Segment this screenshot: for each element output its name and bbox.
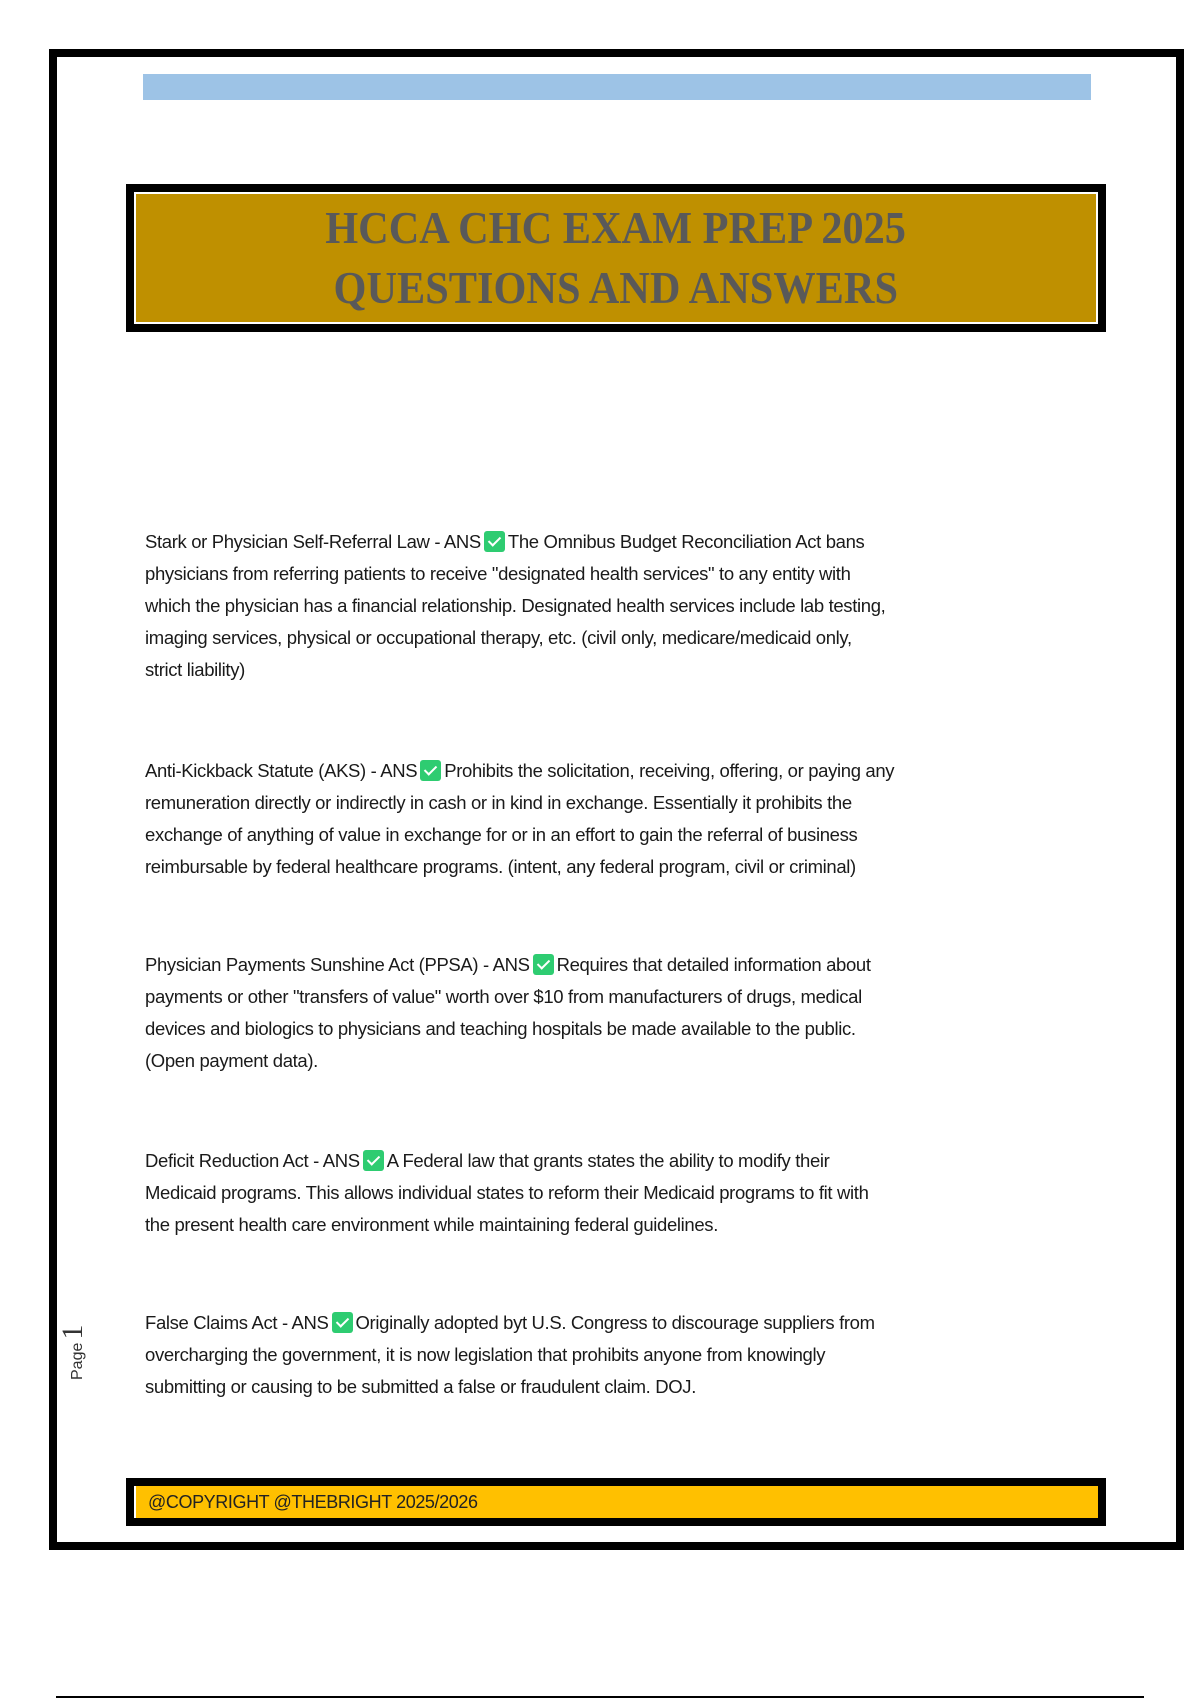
question-term: Stark or Physician Self-Referral Law - ANS [145, 531, 481, 552]
text-line: physicians from referring patients to receive "designated health services" to any entity with [145, 563, 851, 584]
qa-entry [145, 949, 1085, 1077]
answer-text: A Federal law that grants states the ability to modify their [386, 1150, 830, 1171]
page-word: Page [69, 1342, 86, 1380]
page-number-value: 1 [56, 1324, 89, 1340]
answer-text: The Omnibus Budget Reconciliation Act bans [507, 531, 865, 552]
title-banner [126, 184, 1106, 332]
text-line: submitting or causing to be submitted a false or fraudulent claim. DOJ. [145, 1376, 696, 1397]
text-line [145, 1307, 1085, 1339]
text-line: imaging services, physical or occupational therapy, etc. (civil only, medicare/medicaid only, [145, 627, 852, 648]
question-term: Anti-Kickback Statute (AKS) - ANS [145, 760, 418, 781]
check-mark-icon [363, 1150, 384, 1171]
footer-banner-fill [134, 1486, 1098, 1518]
question-term: Physician Payments Sunshine Act (PPSA) - ANS [145, 954, 530, 975]
qa-entry [145, 1307, 1085, 1403]
text-line: (Open payment data). [145, 1050, 318, 1071]
check-mark-icon [332, 1312, 353, 1333]
question-term: Deficit Reduction Act - ANS [145, 1150, 360, 1171]
text-line: devices and biologics to physicians and teaching hospitals be made available to the public. [145, 1018, 856, 1039]
text-line [145, 949, 1085, 981]
qa-entry [145, 755, 1085, 883]
text-line: payments or other "transfers of value" worth over $10 from manufacturers of drugs, medical [145, 986, 862, 1007]
footer-banner [126, 1478, 1106, 1526]
text-line: strict liability) [145, 659, 245, 680]
text-line: exchange of anything of value in exchange for or in an effort to gain the referral of business [145, 824, 858, 845]
text-line: overcharging the government, it is now legislation that prohibits anyone from knowingly [145, 1344, 826, 1365]
text-line: reimbursable by federal healthcare programs. (intent, any federal program, civil or criminal) [145, 856, 856, 877]
check-mark-icon [533, 954, 554, 975]
title-banner-fill [134, 192, 1098, 324]
text-line: which the physician has a financial relationship. Designated health services include lab testing, [145, 595, 886, 616]
question-term: False Claims Act - ANS [145, 1312, 329, 1333]
header-accent-bar [143, 74, 1091, 100]
text-line: remuneration directly or indirectly in cash or in kind in exchange. Essentially it prohibits the [145, 792, 852, 813]
text-line [145, 755, 1085, 787]
text-line: the present health care environment while maintaining federal guidelines. [145, 1214, 718, 1235]
qa-entry [145, 526, 1085, 686]
answer-text: Prohibits the solicitation, receiving, offering, or paying any [444, 760, 895, 781]
page-separator [56, 1696, 1144, 1698]
answer-text: Requires that detailed information about [556, 954, 871, 975]
qa-entry [145, 1145, 1085, 1241]
title-line-2: QUESTIONS AND ANSWERS [333, 262, 899, 313]
text-line [145, 526, 1085, 558]
copyright-text: @COPYRIGHT @THEBRIGHT 2025/2026 [148, 1491, 478, 1512]
check-mark-icon [484, 531, 505, 552]
text-line [145, 1145, 1085, 1177]
check-mark-icon [420, 760, 441, 781]
page-number [56, 1325, 90, 1380]
title-line-1: HCCA CHC EXAM PREP 2025 [325, 202, 907, 253]
answer-text: Originally adopted byt U.S. Congress to discourage suppliers from [355, 1312, 875, 1333]
text-line: Medicaid programs. This allows individual states to reform their Medicaid programs to fit with [145, 1182, 869, 1203]
